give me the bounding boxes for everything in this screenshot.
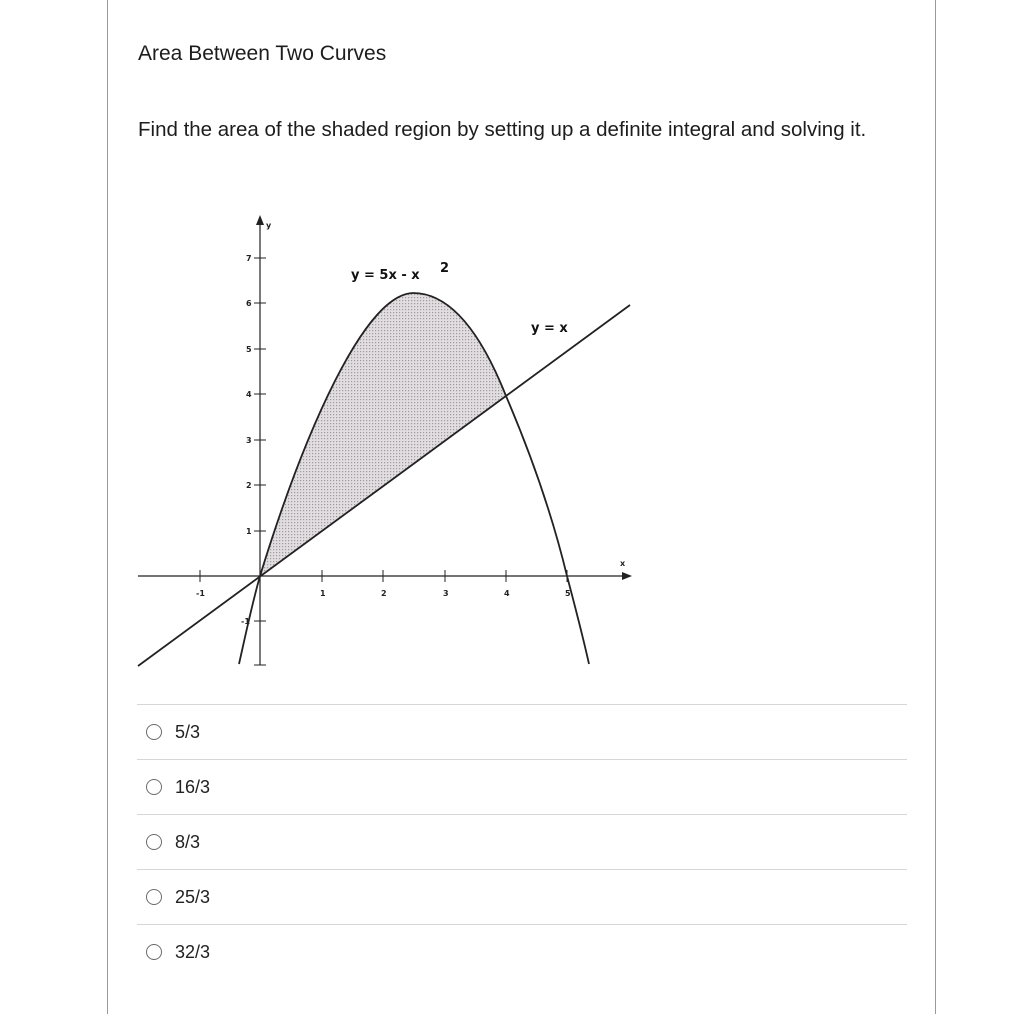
area-graph xyxy=(130,205,640,675)
page-title: Area Between Two Curves xyxy=(138,42,387,65)
parabola-label: y = 5x - x xyxy=(351,268,420,283)
y-tick-label: 4 xyxy=(246,390,252,399)
option-label: 5/3 xyxy=(175,721,201,742)
x-tick-label: 3 xyxy=(443,589,449,598)
option-label: 25/3 xyxy=(175,886,211,907)
y-axis-arrow xyxy=(256,215,264,225)
x-tick-label: 4 xyxy=(504,589,510,598)
radio-button[interactable] xyxy=(146,944,162,960)
x-axis-label: x xyxy=(620,559,626,568)
option-label: 8/3 xyxy=(175,831,201,852)
y-axis-label: y xyxy=(266,221,272,230)
option-16-3[interactable] xyxy=(137,759,907,814)
option-25-3[interactable] xyxy=(137,869,907,924)
y-tick-label: 5 xyxy=(246,345,252,354)
option-5-3[interactable] xyxy=(137,704,907,759)
option-label: 16/3 xyxy=(175,776,211,797)
x-tick-label: 5 xyxy=(565,589,571,598)
radio-button[interactable] xyxy=(146,834,162,850)
y-tick-label: 1 xyxy=(246,527,252,536)
x-axis-arrow xyxy=(622,572,632,580)
line-label: y = x xyxy=(531,321,568,336)
radio-button[interactable] xyxy=(146,724,162,740)
parabola-label-exponent: 2 xyxy=(440,261,450,276)
y-tick-label: -1 xyxy=(241,617,250,626)
question-text: Find the area of the shaded region by setting up a definite integral and solving it. xyxy=(138,118,867,141)
x-tick-label: -1 xyxy=(196,589,205,598)
option-32-3[interactable] xyxy=(137,924,907,979)
x-tick-label: 2 xyxy=(381,589,387,598)
radio-button[interactable] xyxy=(146,779,162,795)
y-tick-label: 6 xyxy=(246,299,252,308)
option-label: 32/3 xyxy=(175,941,211,962)
y-tick-label: 3 xyxy=(246,436,252,445)
y-tick-label: 2 xyxy=(246,481,252,490)
y-tick-label: 7 xyxy=(246,254,252,263)
radio-button[interactable] xyxy=(146,889,162,905)
answer-options xyxy=(137,704,907,979)
x-tick-label: 1 xyxy=(320,589,326,598)
option-8-3[interactable] xyxy=(137,814,907,869)
shaded-region xyxy=(260,293,506,576)
